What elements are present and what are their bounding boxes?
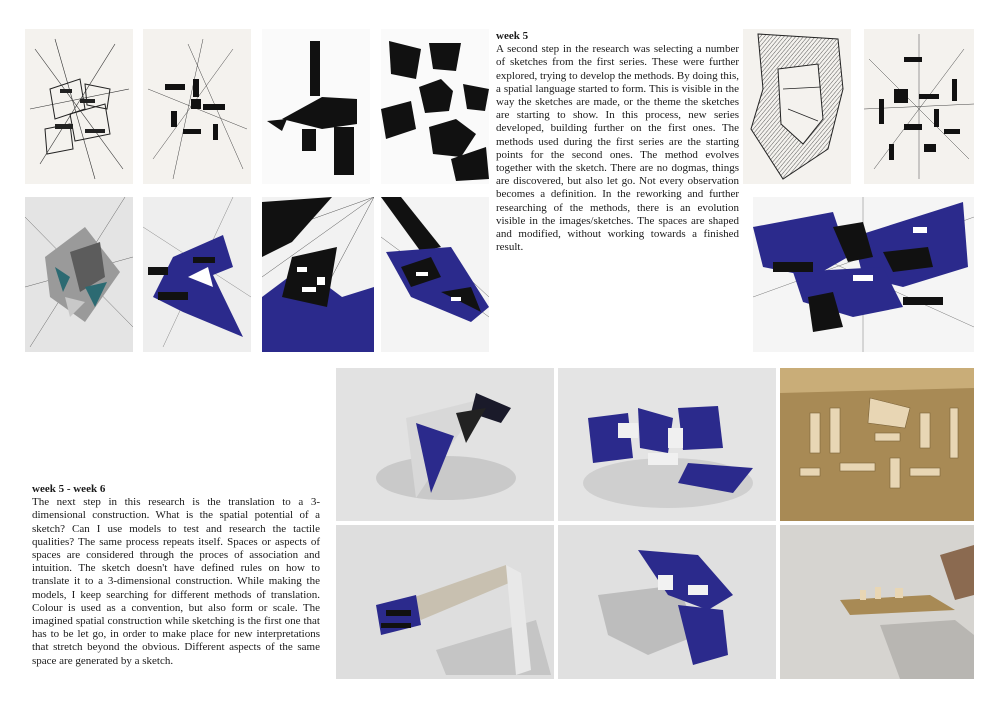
model-photo-blue-cluster <box>558 368 776 521</box>
sketch-black-blue-perspective <box>262 197 374 352</box>
sketch-large-blue <box>753 197 974 352</box>
model-photo-hand <box>780 525 974 679</box>
week56-text <box>32 483 320 668</box>
model-photo-beam <box>336 525 554 679</box>
sketch-grey-teal <box>25 197 133 352</box>
sketch-scattered-bars <box>864 29 974 184</box>
sketch-black-polygons <box>381 29 489 184</box>
sketch-blue-block <box>143 197 251 352</box>
week5-text <box>496 30 739 254</box>
sketch-hatched <box>743 29 851 184</box>
week56-body: The next step in this research is the translation to a 3-dimensional construction. What is the spatial potential of a sketch? Can I use models to test and research the tactile qualities? The same process repeats itself. Spaces or aspects of spaces are considered through the proces of association and intuition. The sketch doesn't have defined rules on how to translate it to a 3-dimensional construction. While making the models, I keep searching for different methods of translation. Colour is used as a convention, but also form or scale. The imagined spatial construction while sketching is the first one that has to be let go, in order to make place for new interpretations that stretch beyond the obvious. Different aspects of the same space are generated by a sketch. <box>32 496 320 667</box>
week5-heading: week 5 <box>496 30 529 42</box>
sketch-line-cubes <box>25 29 133 184</box>
sketch-diagonal-bands <box>381 197 489 352</box>
sketch-black-planes <box>262 29 370 184</box>
model-photo-blue-cone <box>336 368 554 521</box>
sketch-black-bars <box>143 29 251 184</box>
model-photo-blue-shadow <box>558 525 776 679</box>
model-photo-cardboard-top <box>780 368 974 521</box>
week56-heading: week 5 - week 6 <box>32 483 106 495</box>
week5-body: A second step in the research was selecting a number of sketches from the first series. These were further explored, trying to develop the methods. By doing this, a spatial language started to form. This is visible in the way the sketches are made, or the theme the sketches are starting to show. In this process, new series developed, building further on the first ones. The methods used during the first series are the starting points for the second ones. The method evolves together with the sketch. There are no dogmas, things are discovered, but also let go. Not every observation becomes a definition. In the reworking and further researching of the methods, there is an evolution visible in the images/sketches. The spaces are shaped and modified, without working towards a finished result. <box>496 43 739 254</box>
